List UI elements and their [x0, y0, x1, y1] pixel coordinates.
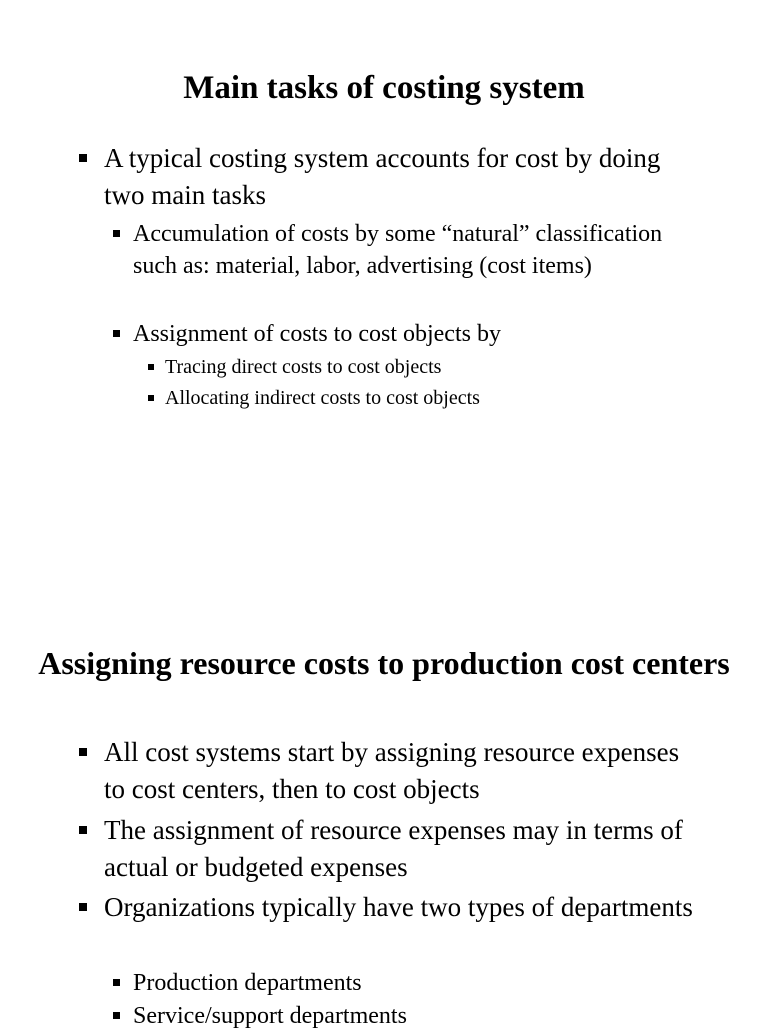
bullet-text: Organizations typically have two types of departments — [104, 892, 693, 922]
bullet-text: A typical costing system accounts for cost by doing two main tasks — [104, 143, 661, 210]
bullet-text: All cost systems start by assigning resource expenses to cost centers, then to cost objects — [104, 737, 680, 804]
bullet-text: Allocating indirect costs to cost objects — [165, 387, 480, 409]
square-bullet-icon — [148, 395, 154, 401]
bullet-text: Service/support departments — [133, 1003, 407, 1029]
bullet-item-level-2 — [133, 1000, 703, 1032]
square-bullet-icon — [79, 826, 87, 834]
bullet-item-level-1 — [104, 140, 704, 214]
slide-assigning-resource-costs — [0, 636, 768, 1029]
slide-title: Main tasks of costing system — [183, 70, 585, 106]
square-bullet-icon — [113, 1012, 120, 1019]
bullet-text: Assignment of costs to cost objects by — [133, 321, 501, 347]
square-bullet-icon — [113, 979, 120, 986]
slide-title: Assigning resource costs to production cost centers — [38, 645, 730, 681]
bullet-item-level-2 — [133, 318, 703, 350]
square-bullet-icon — [148, 364, 154, 370]
bullet-item-level-3 — [165, 383, 705, 413]
square-bullet-icon — [113, 230, 120, 237]
bullet-item-level-3 — [165, 352, 705, 382]
bullet-item-level-2 — [133, 218, 703, 282]
square-bullet-icon — [79, 154, 87, 162]
bullet-item-level-2 — [133, 967, 703, 999]
bullet-item-level-1 — [104, 889, 704, 926]
bullet-text: The assignment of resource expenses may in terms of actual or budgeted expenses — [104, 815, 683, 882]
bullet-text: Production departments — [133, 970, 362, 996]
square-bullet-icon — [113, 330, 120, 337]
slide-main-tasks — [0, 0, 768, 470]
bullet-text: Tracing direct costs to cost objects — [165, 356, 442, 378]
bullet-item-level-1 — [104, 812, 704, 886]
bullet-item-level-1 — [104, 734, 704, 808]
bullet-text: Accumulation of costs by some “natural” classification such as: material, labor, advertising (cost items) — [133, 221, 663, 279]
square-bullet-icon — [79, 903, 87, 911]
square-bullet-icon — [79, 748, 87, 756]
